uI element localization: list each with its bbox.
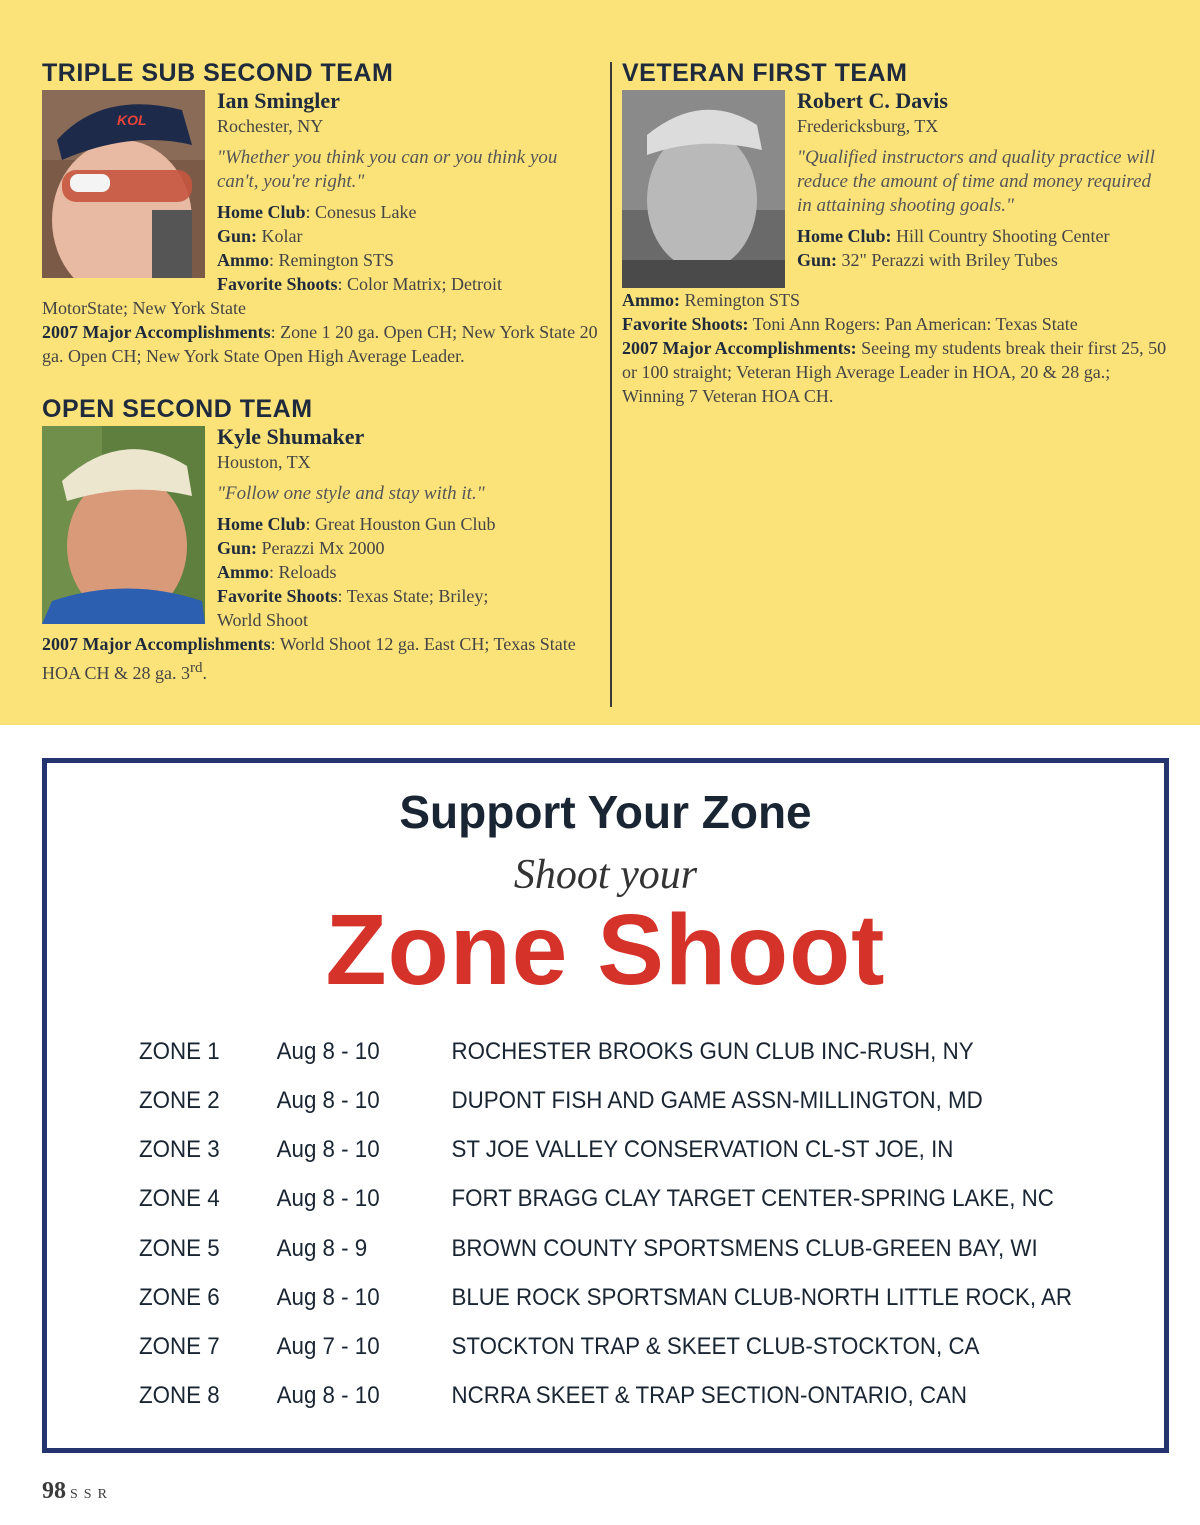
ammo-value: Remington STS: [679, 290, 800, 310]
zone-club: ST JOE VALLEY CONSERVATION CL-ST JOE, IN: [451, 1136, 954, 1163]
ammo-label: Ammo: [217, 562, 269, 582]
zone-row: [139, 1235, 1069, 1275]
gun-value: Perazzi Mx 2000: [257, 538, 385, 558]
accomplishments-label: 2007 Major Accomplishments: [42, 322, 271, 342]
zone-row: [139, 1185, 1069, 1225]
home-club-value: Hill Country Shooting Center: [891, 226, 1110, 246]
zone-club: NCRRA SKEET & TRAP SECTION-ONTARIO, CAN: [451, 1382, 968, 1409]
column-divider: [610, 62, 612, 707]
ammo-label: Ammo:: [622, 290, 680, 310]
zone-row: [139, 1333, 1069, 1373]
zone-subline: Shoot your: [513, 852, 698, 898]
zone-club: ROCHESTER BROOKS GUN CLUB INC-RUSH, NY: [451, 1038, 974, 1065]
zone-name: ZONE 7: [139, 1333, 220, 1360]
zone-dates: Aug 8 - 9: [276, 1235, 368, 1262]
right-column: [622, 58, 1167, 408]
zone-row: [139, 1038, 1069, 1078]
favorite-shoots-continued: World Shoot: [217, 610, 309, 630]
gun-value: 32" Perazzi with Briley Tubes: [837, 250, 1058, 270]
person-quote: "Qualified instructors and quality practice will reduce the amount of time and money required in attaining shooting goals.": [797, 147, 1155, 216]
zone-dates: Aug 7 - 10: [276, 1333, 380, 1360]
favorite-shoots-line: [622, 312, 1167, 336]
profile-robert-davis: [622, 88, 1167, 288]
zone-shoot-ad: [42, 758, 1169, 1453]
accomplishments: [42, 320, 602, 368]
ammo-line: [622, 288, 1167, 312]
favorite-shoots-value: Toni Ann Rogers: Pan American: Texas State: [748, 314, 1078, 334]
person-location: Houston, TX: [217, 452, 311, 472]
accomplishments-end: .: [202, 663, 207, 683]
zone-dates: Aug 8 - 10: [276, 1136, 380, 1163]
svg-text:KOL: KOL: [117, 112, 147, 128]
person-quote: "Whether you think you can or you think you can't, you're right.": [217, 147, 558, 192]
accomplishments-label: 2007 Major Accomplishments: [42, 634, 271, 654]
zone-dates: Aug 8 - 10: [276, 1185, 380, 1212]
zone-club: DUPONT FISH AND GAME ASSN-MILLINGTON, MD: [451, 1087, 983, 1114]
accomplishments-superscript: rd: [190, 660, 203, 676]
accomplishments: [42, 632, 602, 685]
person-location: Rochester, NY: [217, 116, 324, 136]
accomplishments-value: Seeing my students break their first 25, 50 or 100 straight; Veteran High Average Leader in HOA, 20 & 28 ga.; Winning 7 Veteran HOA CH.: [622, 338, 1167, 406]
photo-ian-smingler: [42, 90, 205, 278]
favorite-shoots-value: : Color Matrix; Detroit: [337, 274, 502, 294]
home-club-label: Home Club: [217, 514, 306, 534]
page-number: 98: [42, 1478, 66, 1504]
favorite-shoots-value: : Texas State; Briley;: [337, 586, 489, 606]
section-title: TRIPLE SUB SECOND TEAM: [42, 59, 394, 87]
ammo-label: Ammo: [217, 250, 269, 270]
zone-big-title: Zone Shoot: [325, 894, 886, 1006]
zone-name: ZONE 5: [139, 1235, 220, 1262]
open-second-section: [42, 394, 602, 685]
zone-dates: Aug 8 - 10: [276, 1284, 380, 1311]
zone-row: [139, 1136, 1069, 1176]
favorite-shoots-label: Favorite Shoots: [217, 274, 338, 294]
home-club-value: : Conesus Lake: [305, 202, 417, 222]
person-name: Ian Smingler: [217, 88, 340, 113]
profile-kyle-shumaker: [42, 424, 602, 632]
zone-name: ZONE 1: [139, 1038, 220, 1065]
accomplishments-label: 2007 Major Accomplishments:: [622, 338, 857, 358]
left-column: [42, 58, 602, 685]
favorite-shoots-label: Favorite Shoots: [217, 586, 338, 606]
veteran-first-section: [622, 58, 1167, 408]
page-footer: [42, 1478, 113, 1505]
zone-club: STOCKTON TRAP & SKEET CLUB-STOCKTON, CA: [451, 1333, 980, 1360]
section-title: VETERAN FIRST TEAM: [622, 59, 908, 87]
gun-label: Gun:: [797, 250, 838, 270]
section-title: OPEN SECOND TEAM: [42, 395, 313, 423]
zone-name: ZONE 6: [139, 1284, 220, 1311]
zone-name: ZONE 2: [139, 1087, 220, 1114]
photo-robert-davis: [622, 90, 785, 288]
zone-dates: Aug 8 - 10: [276, 1087, 380, 1114]
photo-kyle-shumaker: [42, 426, 205, 624]
profile-ian-smingler: [42, 88, 602, 296]
zone-club: BLUE ROCK SPORTSMAN CLUB-NORTH LITTLE ROCK, AR: [451, 1284, 1073, 1311]
triple-sub-section: [42, 58, 602, 368]
favorite-shoots-label: Favorite Shoots:: [622, 314, 749, 334]
ammo-value: : Remington STS: [269, 250, 395, 270]
person-location: Fredericksburg, TX: [797, 116, 939, 136]
zone-row: [139, 1284, 1073, 1324]
zone-row: [139, 1382, 1069, 1422]
zone-club: BROWN COUNTY SPORTSMENS CLUB-GREEN BAY, WI: [451, 1235, 1038, 1262]
home-club-label: Home Club:: [797, 226, 892, 246]
accomplishments: [622, 336, 1167, 408]
accomplishments-value: : Zone 1 20 ga. Open CH; New York State 20 ga. Open CH; New York State Open High Average Leader.: [42, 322, 598, 366]
home-club-value: : Great Houston Gun Club: [305, 514, 496, 534]
zone-headline: Support Your Zone: [399, 786, 812, 838]
accomplishments-value: : World Shoot 12 ga. East CH; Texas State HOA CH & 28 ga. 3: [42, 634, 576, 683]
person-name: Robert C. Davis: [797, 88, 948, 113]
zone-row: [139, 1087, 1069, 1127]
home-club-label: Home Club: [217, 202, 306, 222]
person-quote: "Follow one style and stay with it.": [217, 483, 485, 504]
zone-name: ZONE 8: [139, 1382, 220, 1409]
zone-dates: Aug 8 - 10: [276, 1382, 380, 1409]
zone-club: FORT BRAGG CLAY TARGET CENTER-SPRING LAKE, NC: [451, 1185, 1054, 1212]
gun-value: Kolar: [257, 226, 303, 246]
gun-label: Gun:: [217, 226, 258, 246]
person-name: Kyle Shumaker: [217, 424, 365, 449]
ammo-value: : Reloads: [269, 562, 337, 582]
zone-name: ZONE 3: [139, 1136, 220, 1163]
favorite-shoots-continued: MotorState; New York State: [42, 298, 246, 318]
magazine-name: SSR: [70, 1487, 113, 1502]
zone-name: ZONE 4: [139, 1185, 220, 1212]
zone-dates: Aug 8 - 10: [276, 1038, 380, 1065]
gun-label: Gun:: [217, 538, 258, 558]
